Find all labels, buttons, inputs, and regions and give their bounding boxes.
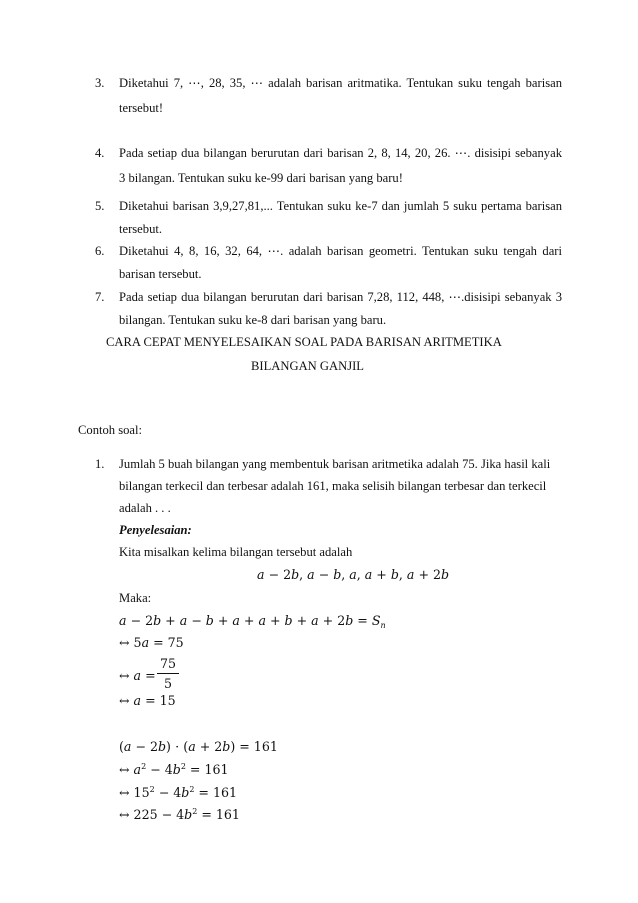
problem-4-line-1: Pada setiap dua bilangan berurutan dari barisan 2, 8, 14, 20, 26. ⋯. disisipi sebanyak — [119, 146, 562, 160]
maka-label: Maka: — [119, 591, 152, 605]
problem-3-line-2: tersebut! — [119, 101, 164, 115]
problem-5-line-2: tersebut. — [119, 222, 163, 236]
problem-4-line-2: 3 bilangan. Tentukan suku ke-99 dari barisan yang baru! — [119, 171, 403, 185]
solution-intro: Kita misalkan kelima bilangan tersebut adalah — [119, 545, 353, 559]
problem-7-line-1: Pada setiap dua bilangan berurutan dari barisan 7,28, 112, 448, ⋯.disisipi sebanyak 3 — [119, 290, 562, 304]
example-label: Contoh soal: — [78, 423, 143, 437]
section-heading-line-2: BILANGAN GANJIL — [251, 359, 364, 373]
example-number: 1. — [95, 457, 105, 471]
terms-expression: 𝑎 − 2𝑏, 𝑎 − 𝑏, 𝑎, 𝑎 + 𝑏, 𝑎 + 2𝑏 — [257, 567, 450, 582]
problem-3-number: 3. — [95, 76, 105, 90]
problem-7-number: 7. — [95, 290, 105, 304]
problem-6-line-1: Diketahui 4, 8, 16, 32, 64, ⋯. adalah barisan geometri. Tentukan suku tengah dari — [119, 244, 562, 258]
sum-equation: 𝑎 − 2𝑏 + 𝑎 − 𝑏 + 𝑎 + 𝑎 + 𝑏 + 𝑎 + 2𝑏 = 𝑆$_n$ — [119, 613, 386, 630]
problem-6-number: 6. — [95, 244, 105, 258]
product-equation: (𝑎 − 2𝑏) ⋅ (𝑎 + 2𝑏) = 161 — [119, 739, 278, 754]
solution-label: Penyelesaian: — [119, 523, 192, 537]
step-15-squared: ↔ $15^2$ − 4𝑏$^2$ = 161 — [119, 785, 238, 800]
example-line-2: bilangan terkecil dan terbesar adalah 161, maka selisih bilangan terbesar dan terkecil — [119, 479, 547, 493]
problem-7-line-2: bilangan. Tentukan suku ke-8 dari barisan yang baru. — [119, 313, 387, 327]
problem-3-line-1: Diketahui 7, ⋯, 28, 35, ⋯ adalah barisan aritmatika. Tentukan suku tengah barisan — [119, 76, 562, 90]
step-fraction-prefix: ↔ 𝑎 = — [119, 668, 156, 683]
problem-4-number: 4. — [95, 146, 105, 160]
step-225-minus-4b2: ↔ 225 − 4𝑏$^2$ = 161 — [119, 807, 240, 822]
step-5a-equals-75: ↔ 5𝑎 = 75 — [119, 635, 184, 650]
fraction-numerator: 75 — [159, 656, 177, 671]
problem-5-number: 5. — [95, 199, 105, 213]
fraction-denominator: 5 — [163, 676, 172, 691]
fraction-bar — [157, 673, 179, 674]
step-a-equals-15: ↔ 𝑎 = 15 — [119, 693, 176, 708]
example-line-1: Jumlah 5 buah bilangan yang membentuk barisan aritmetika adalah 75. Jika hasil kali — [119, 457, 551, 471]
problem-6-line-2: barisan tersebut. — [119, 267, 202, 281]
example-line-3: adalah . . . — [119, 501, 171, 515]
step-a2-minus-4b2: ↔ 𝑎$^2$ − 4𝑏$^2$ = 161 — [119, 762, 229, 777]
section-heading-line-1: CARA CEPAT MENYELESAIKAN SOAL PADA BARISAN ARITMETIKA — [106, 335, 502, 349]
problem-5-line-1: Diketahui barisan 3,9,27,81,... Tentukan suku ke-7 dan jumlah 5 suku pertama barisan — [119, 199, 562, 213]
